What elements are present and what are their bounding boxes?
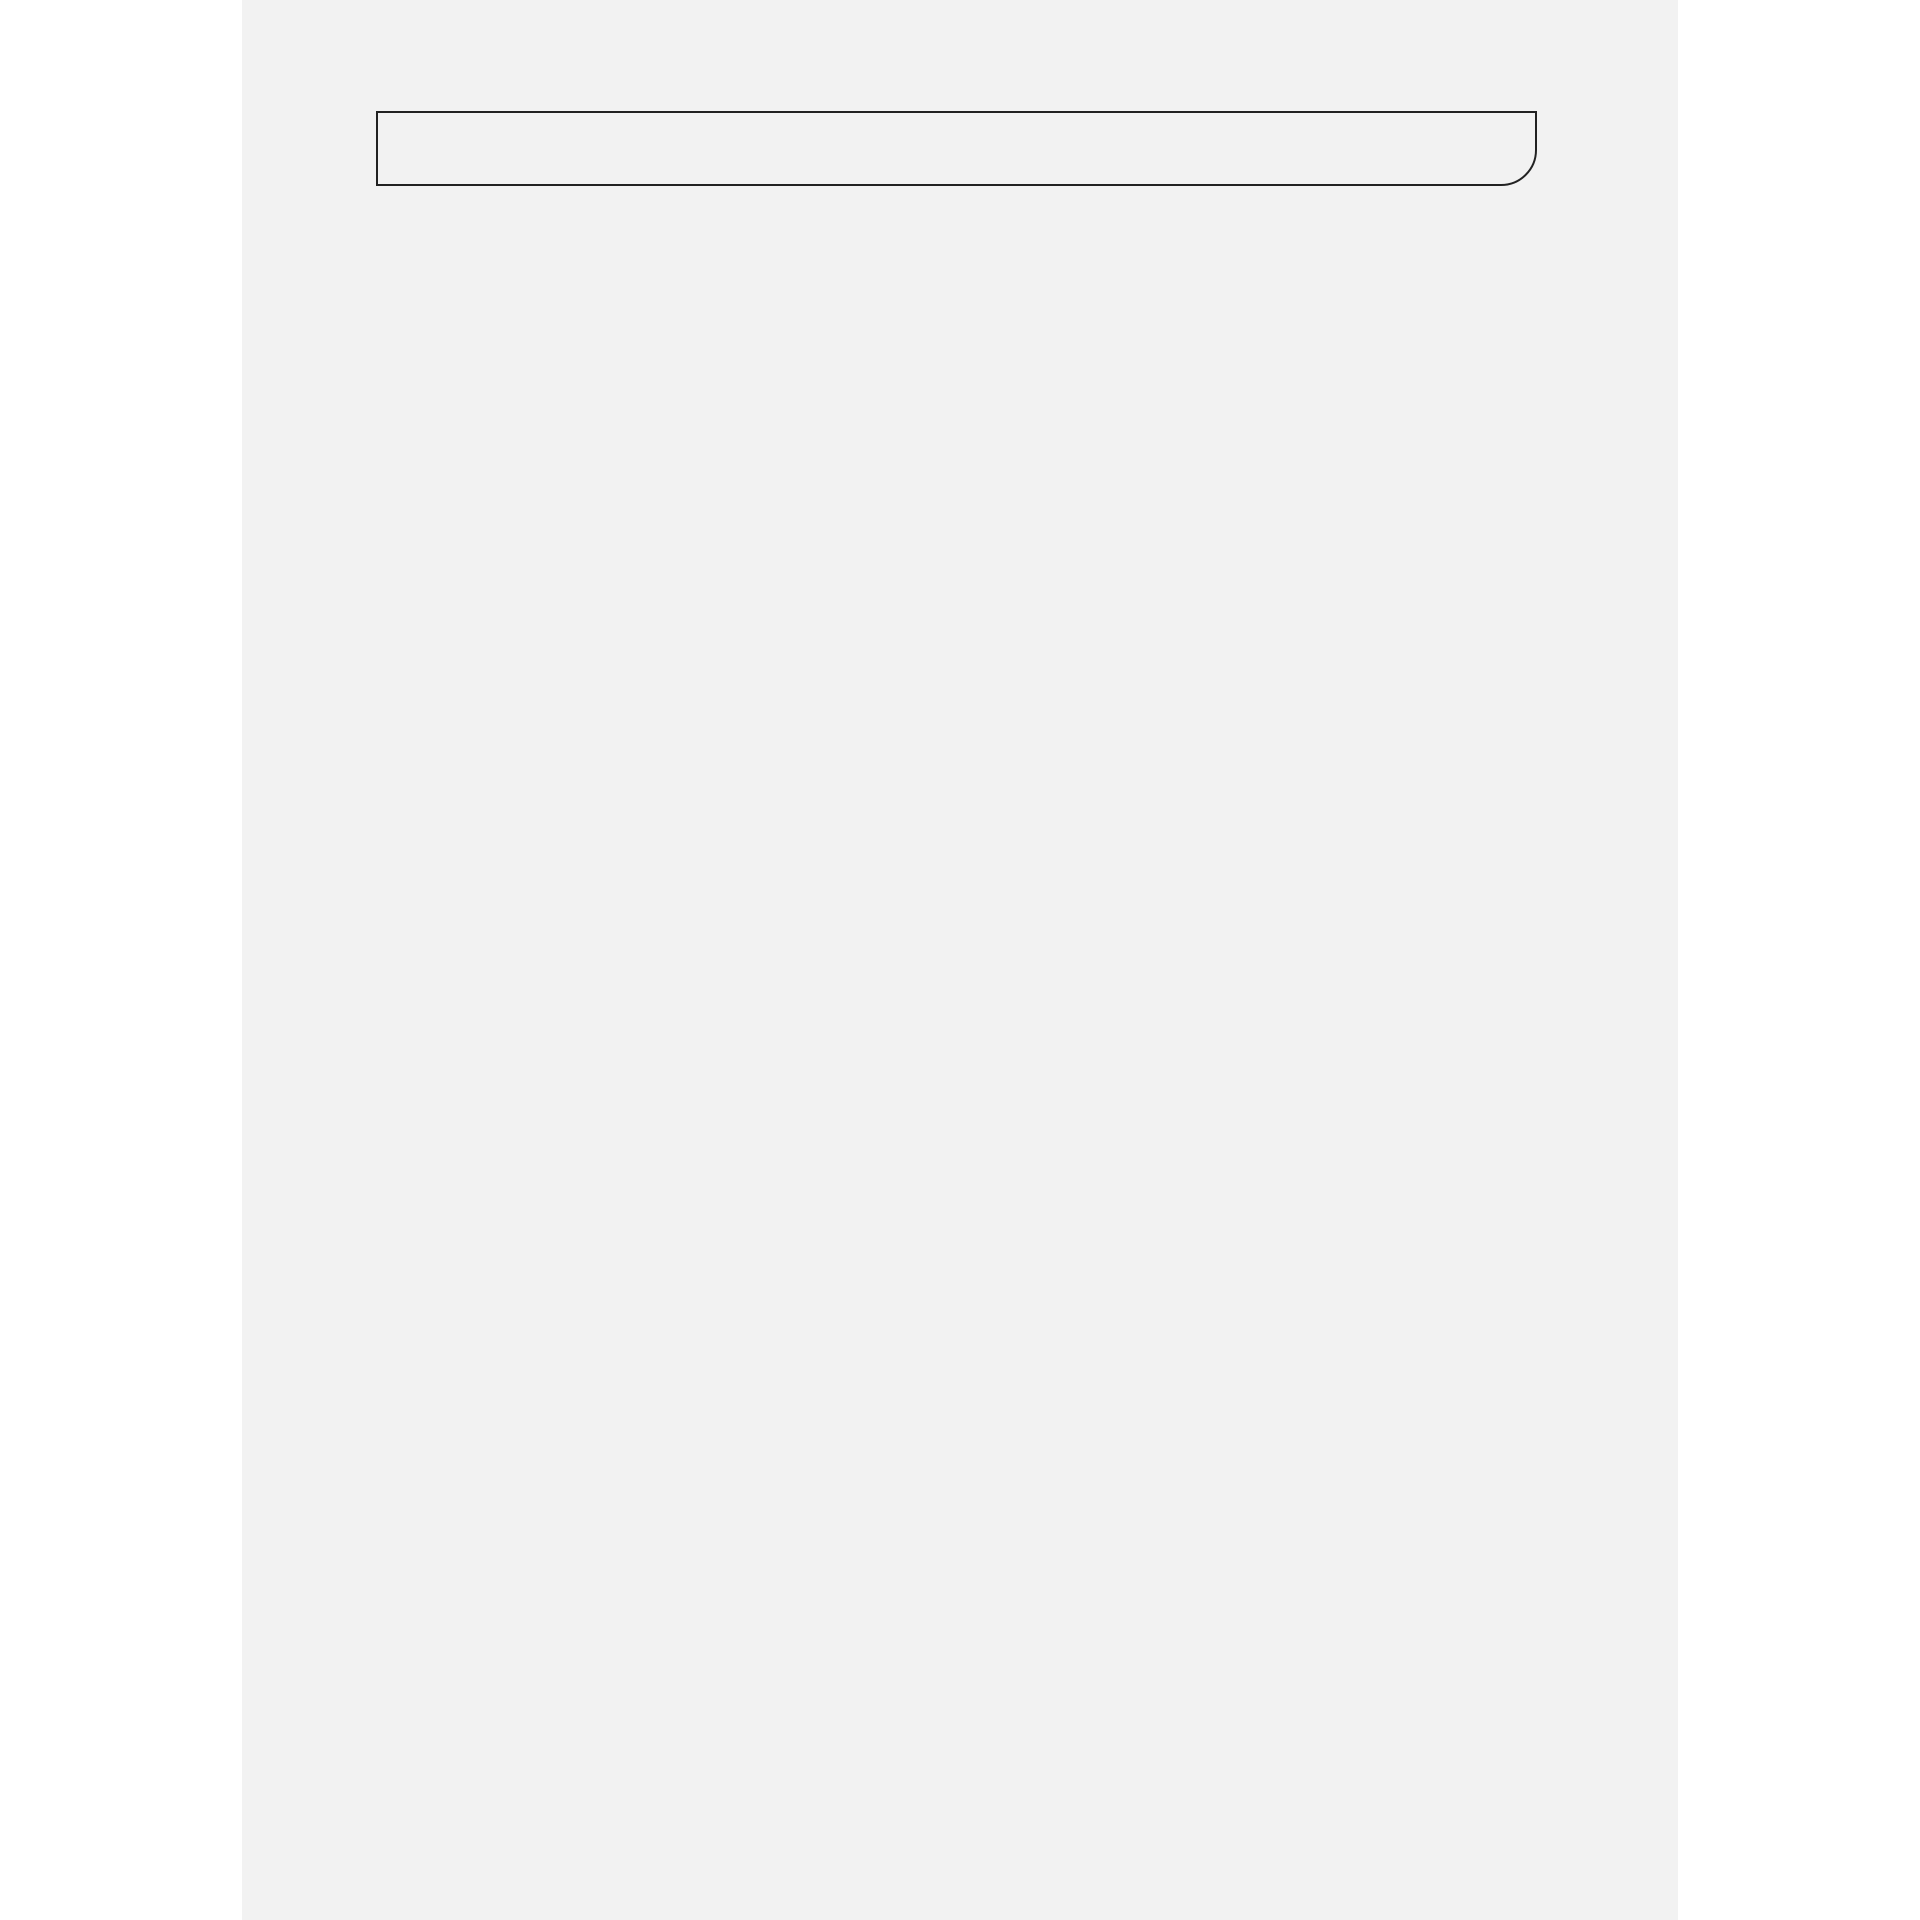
body-text	[461, 224, 1540, 244]
music-staff-2	[376, 1218, 1236, 1348]
music-staff-3	[376, 1388, 1236, 1518]
heading-box	[376, 111, 1537, 186]
page-sheet	[242, 0, 1678, 1920]
music-staff-1	[376, 1060, 1236, 1190]
